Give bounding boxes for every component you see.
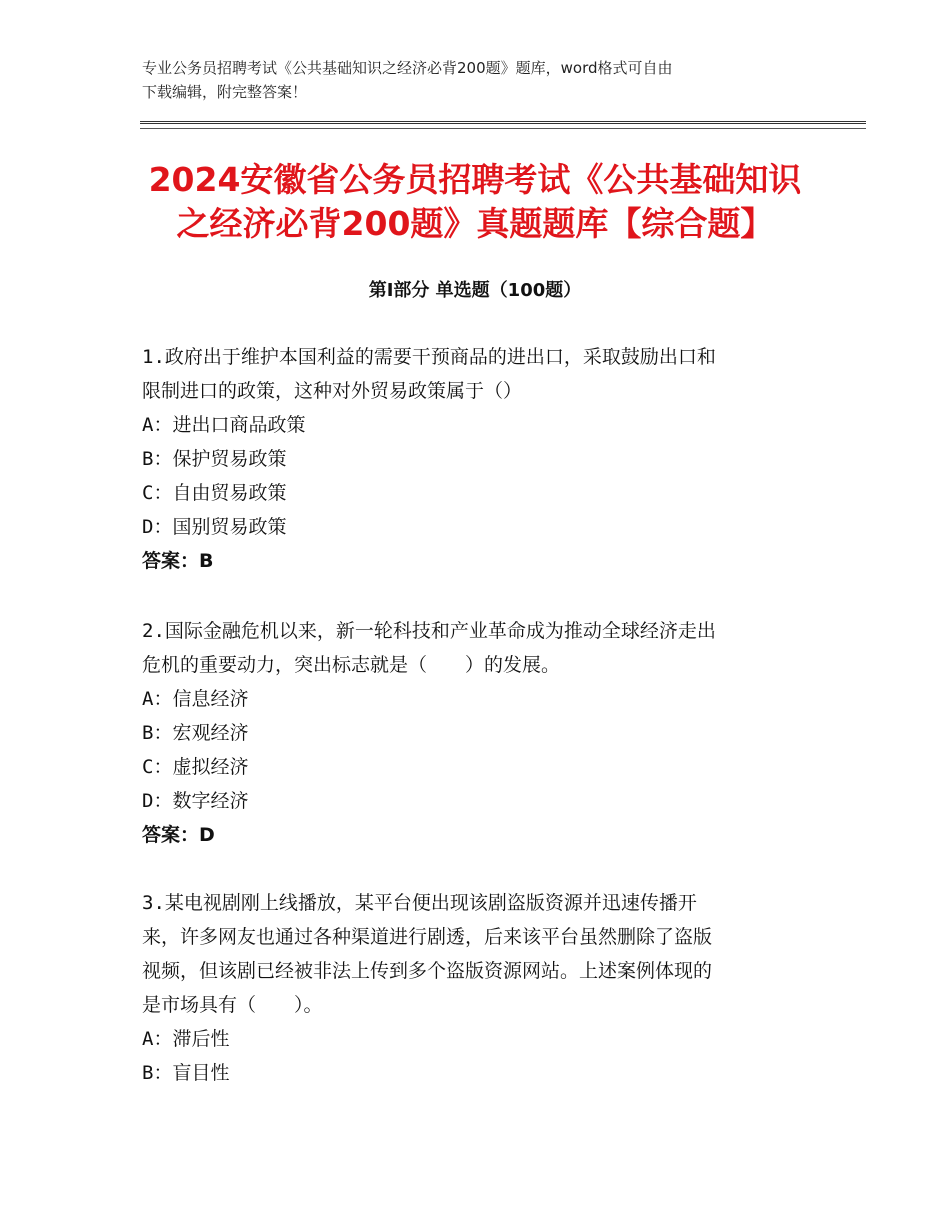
question-text-line: 3.某电视剧刚上线播放，某平台便出现该剧盗版资源并迅速传播开 — [142, 892, 697, 914]
question-text-line: 视频，但该剧已经被非法上传到多个盗版资源网站。上述案例体现的 — [142, 960, 713, 982]
answer-key: 答案：B — [142, 550, 214, 572]
answer-option: A：进出口商品政策 — [142, 414, 306, 436]
answer-option: C：自由贸易政策 — [142, 482, 287, 504]
answer-option: C：虚拟经济 — [142, 756, 249, 778]
answer-option: B：保护贸易政策 — [142, 448, 287, 470]
answer-option: A：滞后性 — [142, 1028, 230, 1050]
question-text-line: 1.政府出于维护本国利益的需要干预商品的进出口，采取鼓励出口和 — [142, 346, 716, 368]
document-title-line: 之经济必背200题》真题题库【综合题】 — [176, 204, 774, 243]
document-title-line: 2024安徽省公务员招聘考试《公共基础知识 — [148, 160, 802, 199]
question-item — [142, 614, 822, 852]
question-text-line: 是市场具有（ ）。 — [142, 994, 323, 1016]
header-note — [142, 56, 822, 104]
question-text-line: 危机的重要动力，突出标志就是（ ）的发展。 — [142, 654, 561, 676]
question-text-line: 限制进口的政策，这种对外贸易政策属于（） — [142, 380, 523, 402]
question-text-line: 2.国际金融危机以来，新一轮科技和产业革命成为推动全球经济走出 — [142, 620, 716, 642]
document-title — [120, 158, 830, 246]
question-item — [142, 340, 822, 578]
header-note-line: 下载编辑，附完整答案！ — [142, 83, 308, 101]
question-text-line: 来，许多网友也通过各种渠道进行剧透，后来该平台虽然删除了盗版 — [142, 926, 713, 948]
answer-option: D：国别贸易政策 — [142, 516, 287, 538]
answer-option: A：信息经济 — [142, 688, 249, 710]
header-note-line: 专业公务员招聘考试《公共基础知识之经济必背200题》题库，word格式可自由 — [142, 59, 673, 77]
answer-option: B：宏观经济 — [142, 722, 249, 744]
header-divider-thin — [140, 128, 866, 129]
answer-option: B：盲目性 — [142, 1062, 230, 1084]
answer-key: 答案：D — [142, 824, 215, 846]
answer-option: D：数字经济 — [142, 790, 249, 812]
section-heading: 第Ⅰ部分 单选题（100题） — [368, 280, 582, 301]
question-item — [142, 886, 822, 1090]
header-divider — [140, 121, 866, 124]
